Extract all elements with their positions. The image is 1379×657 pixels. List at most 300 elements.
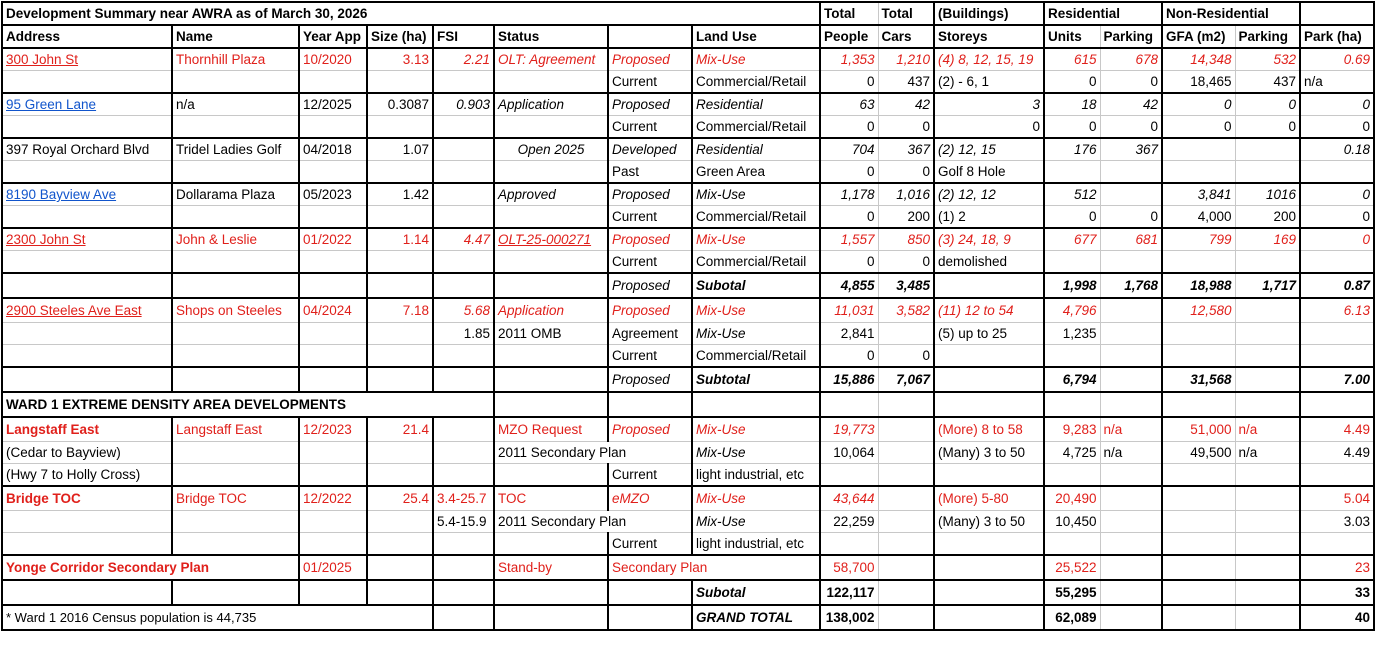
table-cell: 62,089 xyxy=(1044,605,1100,630)
table-cell: 2,841 xyxy=(820,323,878,345)
table-cell: 63 xyxy=(820,93,878,116)
table-cell: (Many) 3 to 50 xyxy=(934,511,1044,533)
table-cell: 25.4 xyxy=(367,486,433,511)
table-cell: n/a xyxy=(1100,417,1162,442)
table-cell: 22,259 xyxy=(820,511,878,533)
table-cell: 681 xyxy=(1100,228,1162,251)
table-cell: 1,178 xyxy=(820,183,878,206)
table-cell: 0 xyxy=(1235,116,1300,139)
table-cell: 1,557 xyxy=(820,228,878,251)
table-cell: 43,644 xyxy=(820,486,878,511)
empty-cell xyxy=(494,605,608,630)
table-cell: 15,886 xyxy=(820,367,878,392)
col-group-total-cars: Total xyxy=(878,2,934,25)
table-cell: n/a xyxy=(1235,417,1300,442)
table-cell: Current xyxy=(608,251,692,274)
empty-cell xyxy=(367,251,433,274)
empty-cell xyxy=(433,580,494,605)
empty-cell xyxy=(172,251,299,274)
address-link[interactable]: 300 John St xyxy=(2,48,172,71)
table-cell: 512 xyxy=(1044,183,1100,206)
table-cell: Current xyxy=(608,206,692,229)
table-cell: 21.4 xyxy=(367,417,433,442)
table-cell: light industrial, etc xyxy=(692,464,820,487)
empty-cell xyxy=(299,251,367,274)
empty-cell xyxy=(1235,138,1300,161)
table-cell: 4.47 xyxy=(433,228,494,251)
address-link[interactable]: 8190 Bayview Ave xyxy=(2,183,172,206)
table-cell: 0 xyxy=(1300,228,1374,251)
table-cell: 122,117 xyxy=(820,580,878,605)
empty-cell xyxy=(1100,392,1162,417)
col-status: Status xyxy=(494,25,608,48)
col-address: Address xyxy=(2,25,172,48)
empty-cell xyxy=(494,206,608,229)
empty-cell xyxy=(1235,555,1300,580)
table-cell: 5.68 xyxy=(433,298,494,323)
col-res-parking: Parking xyxy=(1100,25,1162,48)
empty-cell xyxy=(433,417,494,442)
table-cell: 200 xyxy=(878,206,934,229)
table-cell: 7,067 xyxy=(878,367,934,392)
table-cell: Commercial/Retail xyxy=(692,71,820,94)
table-cell: Tridel Ladies Golf xyxy=(172,138,299,161)
table-cell: Mix-Use xyxy=(692,486,820,511)
table-cell: Mix-Use xyxy=(692,228,820,251)
table-cell: 799 xyxy=(1162,228,1235,251)
table-cell: MZO Request xyxy=(494,417,608,442)
table-row xyxy=(2,464,1374,487)
subtotal-row xyxy=(2,580,1374,605)
empty-cell xyxy=(433,464,494,487)
table-cell: 42 xyxy=(1100,93,1162,116)
empty-cell xyxy=(299,206,367,229)
empty-cell xyxy=(608,25,692,48)
table-cell: 49,500 xyxy=(1162,442,1235,464)
table-cell: John & Leslie xyxy=(172,228,299,251)
table-cell: Proposed xyxy=(608,93,692,116)
empty-cell xyxy=(2,533,172,556)
empty-cell xyxy=(1162,605,1235,630)
table-cell: Past xyxy=(608,161,692,184)
empty-cell xyxy=(1100,298,1162,323)
empty-cell xyxy=(934,392,1044,417)
table-cell: 615 xyxy=(1044,48,1100,71)
empty-cell xyxy=(1100,555,1162,580)
table-cell: 0 xyxy=(1100,206,1162,229)
table-cell: 0 xyxy=(1300,183,1374,206)
col-group-residential: Residential xyxy=(1044,2,1162,25)
table-cell: 1,235 xyxy=(1044,323,1100,345)
empty-cell xyxy=(1100,367,1162,392)
table-row xyxy=(2,533,1374,556)
table-cell: 437 xyxy=(1235,71,1300,94)
table-cell: 397 Royal Orchard Blvd xyxy=(2,138,172,161)
table-cell: (1) 2 xyxy=(934,206,1044,229)
table-cell: Subotal xyxy=(692,273,820,298)
table-row xyxy=(2,71,1374,94)
table-cell: 3.4-25.7 xyxy=(433,486,494,511)
table-cell: Open 2025 xyxy=(494,138,608,161)
empty-cell xyxy=(878,464,934,487)
empty-cell xyxy=(1100,323,1162,345)
col-people: People xyxy=(820,25,878,48)
table-cell: Commercial/Retail xyxy=(692,251,820,274)
empty-cell xyxy=(299,345,367,368)
development-summary-sheet xyxy=(1,1,1375,631)
col-group-total-people: Total xyxy=(820,2,878,25)
col-nr-parking: Parking xyxy=(1235,25,1300,48)
empty-cell xyxy=(299,116,367,139)
col-gfa: GFA (m2) xyxy=(1162,25,1235,48)
empty-cell xyxy=(2,206,172,229)
empty-cell xyxy=(1235,511,1300,533)
table-cell: OLT: Agreement xyxy=(494,48,608,71)
table-cell: Residential xyxy=(692,138,820,161)
table-cell: 12,580 xyxy=(1162,298,1235,323)
empty-cell xyxy=(1235,251,1300,274)
empty-cell xyxy=(1100,345,1162,368)
empty-cell xyxy=(934,273,1044,298)
col-park: Park (ha) xyxy=(1300,25,1374,48)
table-cell: 367 xyxy=(878,138,934,161)
empty-cell xyxy=(1300,533,1374,556)
empty-cell xyxy=(1235,161,1300,184)
address-link[interactable]: 95 Green Lane xyxy=(2,93,172,116)
empty-cell xyxy=(494,273,608,298)
table-cell: 0 xyxy=(934,116,1044,139)
empty-cell xyxy=(1235,605,1300,630)
empty-cell xyxy=(1162,251,1235,274)
table-cell: 1,353 xyxy=(820,48,878,71)
col-group-non-residential: Non-Residential xyxy=(1162,2,1300,25)
empty-cell xyxy=(1300,392,1374,417)
column-header-row xyxy=(2,25,1374,48)
empty-cell xyxy=(692,392,820,417)
table-cell: 19,773 xyxy=(820,417,878,442)
table-cell: 4,000 xyxy=(1162,206,1235,229)
table-cell: Current xyxy=(608,464,692,487)
empty-cell xyxy=(2,116,172,139)
empty-cell xyxy=(433,367,494,392)
table-cell: 3,841 xyxy=(1162,183,1235,206)
table-cell: 18 xyxy=(1044,93,1100,116)
table-cell: demolished xyxy=(934,251,1044,274)
empty-cell xyxy=(1162,464,1235,487)
sheet-title: Development Summary near AWRA as of March 30, 2026 xyxy=(2,2,820,25)
empty-cell xyxy=(934,605,1044,630)
table-cell: Langstaff East xyxy=(172,417,299,442)
empty-cell xyxy=(820,464,878,487)
empty-cell xyxy=(433,71,494,94)
empty-cell xyxy=(433,206,494,229)
empty-cell xyxy=(172,511,299,533)
table-cell: Langstaff East xyxy=(2,417,172,442)
table-cell: 2.21 xyxy=(433,48,494,71)
table-cell: 10,064 xyxy=(820,442,878,464)
table-cell: 12/2025 xyxy=(299,93,367,116)
table-cell: 0 xyxy=(878,251,934,274)
table-cell: 704 xyxy=(820,138,878,161)
empty-cell xyxy=(299,580,367,605)
table-cell: Secondary Plan xyxy=(608,555,820,580)
empty-cell xyxy=(172,464,299,487)
empty-cell xyxy=(1235,464,1300,487)
table-cell: 3 xyxy=(934,93,1044,116)
table-cell: Residential xyxy=(692,93,820,116)
empty-cell xyxy=(172,161,299,184)
table-cell: n/a xyxy=(172,93,299,116)
empty-cell xyxy=(878,605,934,630)
table-row xyxy=(2,486,1374,511)
empty-cell xyxy=(2,345,172,368)
col-fsi: FSI xyxy=(433,25,494,48)
empty-cell xyxy=(172,206,299,229)
table-cell: 42 xyxy=(878,93,934,116)
table-cell: 0 xyxy=(820,116,878,139)
table-cell: 58,700 xyxy=(820,555,878,580)
table-cell: (2) - 6, 1 xyxy=(934,71,1044,94)
empty-cell xyxy=(433,161,494,184)
table-cell: 5.04 xyxy=(1300,486,1374,511)
empty-cell xyxy=(299,161,367,184)
empty-cell xyxy=(1162,486,1235,511)
table-cell: 0.18 xyxy=(1300,138,1374,161)
table-cell: 25,522 xyxy=(1044,555,1100,580)
table-cell: 200 xyxy=(1235,206,1300,229)
table-cell: 0.3087 xyxy=(367,93,433,116)
table-cell: 0 xyxy=(820,206,878,229)
empty-cell xyxy=(299,442,367,464)
table-cell: 0 xyxy=(820,251,878,274)
empty-cell xyxy=(1044,161,1100,184)
empty-cell xyxy=(878,511,934,533)
address-link[interactable]: 2900 Steeles Ave East xyxy=(2,298,172,323)
table-cell: 6.13 xyxy=(1300,298,1374,323)
empty-cell xyxy=(1162,345,1235,368)
status-link[interactable]: OLT-25-000271 xyxy=(494,228,608,251)
empty-cell xyxy=(172,273,299,298)
empty-cell xyxy=(1100,511,1162,533)
table-cell: 10/2020 xyxy=(299,48,367,71)
table-cell: 33 xyxy=(1300,580,1374,605)
empty-cell xyxy=(433,605,494,630)
table-cell: 1.85 xyxy=(433,323,494,345)
subtotal-row xyxy=(2,273,1374,298)
table-cell: 0 xyxy=(820,71,878,94)
table-cell: (Cedar to Bayview) xyxy=(2,442,172,464)
empty-cell xyxy=(172,116,299,139)
table-cell: n/a xyxy=(1235,442,1300,464)
col-storeys: Storeys xyxy=(934,25,1044,48)
empty-cell xyxy=(2,323,172,345)
empty-cell xyxy=(878,417,934,442)
table-cell: Agreement xyxy=(608,323,692,345)
table-cell: Commercial/Retail xyxy=(692,116,820,139)
empty-cell xyxy=(299,273,367,298)
table-cell: Mix-Use xyxy=(692,417,820,442)
table-row xyxy=(2,161,1374,184)
empty-cell xyxy=(878,555,934,580)
table-cell: 0 xyxy=(1235,93,1300,116)
table-cell: (4) 8, 12, 15, 19 xyxy=(934,48,1044,71)
table-cell: n/a xyxy=(1300,71,1374,94)
empty-cell xyxy=(878,392,934,417)
table-cell: 6,794 xyxy=(1044,367,1100,392)
table-cell: Mix-Use xyxy=(692,442,820,464)
empty-cell xyxy=(1300,161,1374,184)
table-cell: Stand-by xyxy=(494,555,608,580)
table-row xyxy=(2,206,1374,229)
empty-cell xyxy=(299,511,367,533)
table-cell: 0 xyxy=(878,116,934,139)
empty-cell xyxy=(367,442,433,464)
empty-cell xyxy=(934,367,1044,392)
table-cell: Proposed xyxy=(608,48,692,71)
empty-cell xyxy=(1162,138,1235,161)
table-cell: (2) 12, 15 xyxy=(934,138,1044,161)
table-cell: (11) 12 to 54 xyxy=(934,298,1044,323)
empty-cell xyxy=(299,367,367,392)
table-cell: (Hwy 7 to Holly Cross) xyxy=(2,464,172,487)
table-cell: 40 xyxy=(1300,605,1374,630)
table-cell: 0 xyxy=(1300,116,1374,139)
table-cell: 0.69 xyxy=(1300,48,1374,71)
table-cell: Application xyxy=(494,93,608,116)
empty-cell xyxy=(1044,251,1100,274)
table-cell: (Many) 3 to 50 xyxy=(934,442,1044,464)
empty-cell xyxy=(367,273,433,298)
empty-cell xyxy=(934,555,1044,580)
table-cell: 0 xyxy=(1162,93,1235,116)
table-cell: 1,768 xyxy=(1100,273,1162,298)
table-cell: 0 xyxy=(1100,116,1162,139)
table-cell: Commercial/Retail xyxy=(692,206,820,229)
table-row xyxy=(2,93,1374,116)
subtotal-row xyxy=(2,367,1374,392)
empty-cell xyxy=(494,533,608,556)
empty-cell xyxy=(367,161,433,184)
empty-cell xyxy=(2,161,172,184)
table-row xyxy=(2,298,1374,323)
table-cell: 0 xyxy=(1100,71,1162,94)
empty-cell xyxy=(1235,367,1300,392)
table-cell: 0 xyxy=(1044,71,1100,94)
table-cell: Subotal xyxy=(692,580,820,605)
table-cell: 1.14 xyxy=(367,228,433,251)
address-link[interactable]: 2300 John St xyxy=(2,228,172,251)
empty-cell xyxy=(1044,392,1100,417)
table-cell: 4,796 xyxy=(1044,298,1100,323)
table-cell: 0.87 xyxy=(1300,273,1374,298)
empty-cell xyxy=(1235,580,1300,605)
empty-cell xyxy=(1235,323,1300,345)
table-cell: 367 xyxy=(1100,138,1162,161)
table-cell: 0 xyxy=(1162,116,1235,139)
table-cell: 2011 Secondary Plan xyxy=(494,511,692,533)
col-year: Year App xyxy=(299,25,367,48)
table-cell: Green Area xyxy=(692,161,820,184)
table-cell: 0 xyxy=(820,161,878,184)
table-cell: 14,348 xyxy=(1162,48,1235,71)
table-cell: 1,016 xyxy=(878,183,934,206)
table-cell: 169 xyxy=(1235,228,1300,251)
table-cell: 4.49 xyxy=(1300,417,1374,442)
empty-cell xyxy=(608,605,692,630)
table-row xyxy=(2,345,1374,368)
col-land-use: Land Use xyxy=(692,25,820,48)
empty-cell xyxy=(1162,323,1235,345)
empty-cell xyxy=(433,183,494,206)
table-cell: 176 xyxy=(1044,138,1100,161)
table-cell: 2011 Secondary Plan xyxy=(494,442,692,464)
empty-cell xyxy=(433,116,494,139)
empty-cell xyxy=(172,442,299,464)
empty-cell xyxy=(367,533,433,556)
empty-cell xyxy=(1235,298,1300,323)
empty-cell xyxy=(2,511,172,533)
table-cell: 850 xyxy=(878,228,934,251)
empty-cell xyxy=(172,533,299,556)
table-cell: 0 xyxy=(878,161,934,184)
table-cell: 3.13 xyxy=(367,48,433,71)
empty-cell xyxy=(367,511,433,533)
empty-cell xyxy=(820,533,878,556)
empty-cell xyxy=(367,464,433,487)
table-cell: 12/2022 xyxy=(299,486,367,511)
col-size: Size (ha) xyxy=(367,25,433,48)
table-cell: Proposed xyxy=(608,273,692,298)
table-cell: 3.03 xyxy=(1300,511,1374,533)
table-cell: Mix-Use xyxy=(692,323,820,345)
table-cell: 0 xyxy=(1300,93,1374,116)
empty-cell xyxy=(1162,511,1235,533)
grand-total-row xyxy=(2,605,1374,630)
table-cell: Mix-Use xyxy=(692,511,820,533)
empty-cell xyxy=(2,273,172,298)
empty-cell xyxy=(1044,533,1100,556)
table-cell: (2) 12, 12 xyxy=(934,183,1044,206)
table-cell: Bridge TOC xyxy=(2,486,172,511)
table-cell: Dollarama Plaza xyxy=(172,183,299,206)
table-row xyxy=(2,442,1374,464)
table-cell: 55,295 xyxy=(1044,580,1100,605)
empty-cell xyxy=(367,323,433,345)
empty-cell xyxy=(172,367,299,392)
table-cell: Subtotal xyxy=(692,367,820,392)
empty-cell xyxy=(367,116,433,139)
table-cell: 1,998 xyxy=(1044,273,1100,298)
table-cell: 4,725 xyxy=(1044,442,1100,464)
table-cell: 7.18 xyxy=(367,298,433,323)
table-cell: 0 xyxy=(878,345,934,368)
empty-cell xyxy=(1044,464,1100,487)
empty-cell xyxy=(934,533,1044,556)
empty-cell xyxy=(1300,2,1374,25)
empty-cell xyxy=(367,555,433,580)
empty-cell xyxy=(433,442,494,464)
col-cars: Cars xyxy=(878,25,934,48)
table-cell: 04/2018 xyxy=(299,138,367,161)
table-cell: 18,465 xyxy=(1162,71,1235,94)
empty-cell xyxy=(2,367,172,392)
table-row xyxy=(2,323,1374,345)
empty-cell xyxy=(1100,580,1162,605)
table-cell: 138,002 xyxy=(820,605,878,630)
table-cell: Proposed xyxy=(608,298,692,323)
table-cell: TOC xyxy=(494,486,608,511)
table-cell: 1.42 xyxy=(367,183,433,206)
